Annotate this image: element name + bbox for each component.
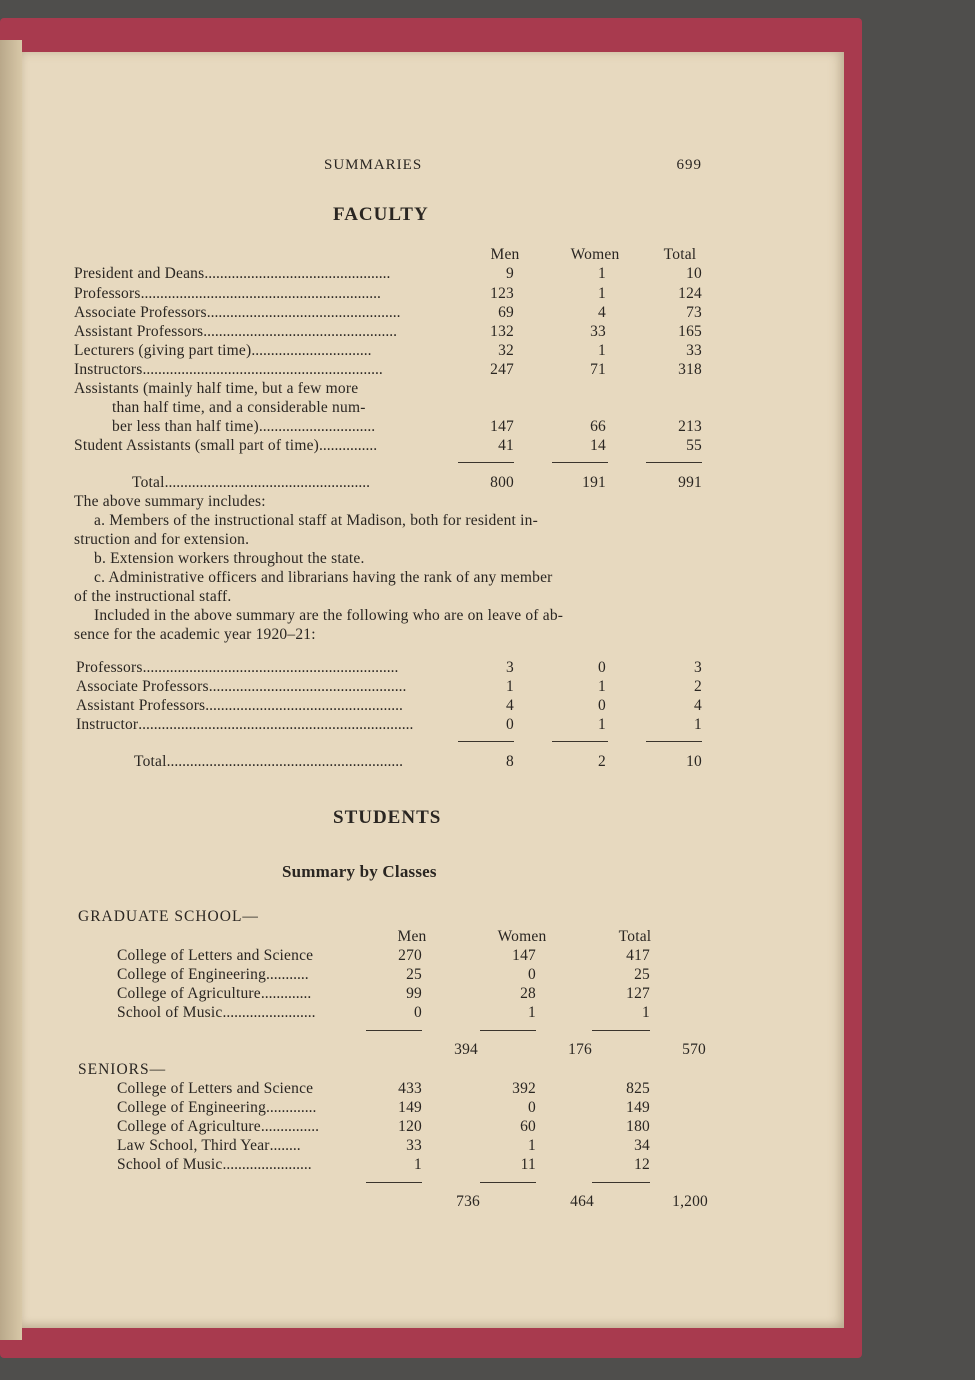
rule [366,1182,422,1183]
table-cell-women: 0 [528,966,536,983]
table-cell-total: 55 [686,437,702,454]
graduate-total-women: 176 [568,1041,592,1058]
faculty-col-total: Total [663,246,697,263]
table-row-label: Professors.................................................................. [76,659,399,676]
seniors-total-men: 736 [456,1193,480,1210]
table-cell-total: 10 [686,265,702,282]
table-cell-men: 0 [414,1004,422,1021]
rule [592,1182,650,1183]
table-cell-total: 33 [686,342,702,359]
table-cell-women: 0 [598,659,606,676]
total-total: 991 [678,474,702,491]
faculty-heading: FACULTY [333,204,429,225]
table-cell-total: 124 [678,285,702,302]
table-row-label: College of Agriculture............... [117,1118,319,1135]
table-cell-total: 4 [694,697,702,714]
table-cell-women: 71 [590,361,606,378]
note-line: sence for the academic year 1920–21: [74,626,316,643]
table-row-label: Assistants (mainly half time, but a few more [74,380,359,397]
total-row-label: Total............................................................. [134,753,404,770]
rule [592,1030,650,1031]
note-line: Included in the above summary are the following who are on leave of ab- [94,607,564,624]
table-row-label: College of Letters and Science [117,947,314,964]
graduate-total-total: 570 [682,1041,706,1058]
table-row-label: Instructors.............................................................. [74,361,383,378]
table-cell-men: 9 [506,265,514,282]
table-row-label: School of Music........................ [117,1004,316,1021]
table-cell-women: 28 [520,985,536,1002]
table-cell-total: 1 [694,716,702,733]
table-cell-total: 34 [634,1137,650,1154]
table-cell-men: 1 [506,678,514,695]
table-cell-women: 1 [528,1004,536,1021]
table-cell-men: 32 [498,342,514,359]
table-cell-men: 149 [398,1099,422,1116]
faculty-col-women: Women [570,246,620,263]
table-cell-total: 213 [678,418,702,435]
table-cell-men: 69 [498,304,514,321]
note-line: b. Extension workers throughout the state. [94,550,365,567]
table-cell-men: 147 [490,418,514,435]
page-number: 699 [676,157,702,173]
table-cell-men: 0 [506,716,514,733]
running-header: SUMMARIES [324,157,423,173]
table-cell-women: 0 [598,697,606,714]
table-row-label: President and Deans................................................ [74,265,391,282]
table-row-label: Associate Professors................................................... [76,678,407,695]
note-line: struction and for extension. [74,531,250,548]
table-cell-men: 33 [406,1137,422,1154]
total-men: 8 [506,753,514,770]
students-col-total: Total [618,928,652,945]
table-row-label: than half time, and a considerable num- [112,399,366,416]
note-line: of the instructional staff. [74,588,232,605]
faculty-col-men: Men [490,246,520,263]
table-row-label: Student Assistants (small part of time)............... [74,437,378,454]
table-cell-total: 127 [626,985,650,1002]
table-cell-total: 73 [686,304,702,321]
rule [646,741,702,742]
table-cell-total: 1 [642,1004,650,1021]
students-subheading: Summary by Classes [282,862,437,881]
rule [552,462,608,463]
table-cell-men: 99 [406,985,422,1002]
total-women: 191 [582,474,606,491]
table-cell-women: 1 [598,285,606,302]
table-cell-total: 2 [694,678,702,695]
students-col-men: Men [397,928,427,945]
table-cell-women: 1 [598,342,606,359]
table-cell-women: 11 [520,1156,536,1173]
seniors-total-women: 464 [570,1193,594,1210]
table-cell-women: 147 [512,947,536,964]
table-cell-women: 1 [598,716,606,733]
rule [480,1030,536,1031]
table-row-label: College of Engineering............. [117,1099,317,1116]
total-row-label: Total..................................................... [132,474,371,491]
total-women: 2 [598,753,606,770]
table-cell-total: 3 [694,659,702,676]
table-cell-men: 270 [398,947,422,964]
note-line: a. Members of the instructional staff at Madison, both for resident in- [94,512,538,529]
table-row-label: Associate Professors.................................................. [74,304,401,321]
table-row-label: College of Agriculture............. [117,985,312,1002]
book-spine [0,40,22,1340]
table-cell-men: 132 [490,323,514,340]
table-row-label: Lecturers (giving part time)............................... [74,342,372,359]
note-line: The above summary includes: [74,493,266,510]
table-cell-men: 3 [506,659,514,676]
seniors-total-total: 1,200 [672,1193,708,1210]
graduate-total-men: 394 [454,1041,478,1058]
table-cell-women: 0 [528,1099,536,1116]
table-row-label: Law School, Third Year........ [117,1137,301,1154]
table-cell-total: 417 [626,947,650,964]
table-cell-men: 25 [406,966,422,983]
total-total: 10 [686,753,702,770]
rule [366,1030,422,1031]
table-row-label: ber less than half time).............................. [112,418,376,435]
table-cell-men: 247 [490,361,514,378]
table-cell-women: 1 [598,265,606,282]
table-row-label: Professors.............................................................. [74,285,381,302]
table-cell-men: 433 [398,1080,422,1097]
table-cell-total: 825 [626,1080,650,1097]
table-cell-total: 165 [678,323,702,340]
table-cell-women: 14 [590,437,606,454]
table-cell-total: 318 [678,361,702,378]
table-cell-men: 41 [498,437,514,454]
note-line: c. Administrative officers and librarians having the rank of any member [94,569,553,586]
rule [480,1182,536,1183]
rule [458,741,514,742]
table-cell-men: 120 [398,1118,422,1135]
table-cell-men: 123 [490,285,514,302]
table-cell-men: 4 [506,697,514,714]
table-cell-women: 1 [598,678,606,695]
students-col-women: Women [497,928,547,945]
section-label: SENIORS— [78,1061,167,1078]
table-cell-men: 1 [414,1156,422,1173]
table-cell-women: 4 [598,304,606,321]
rule [458,462,514,463]
table-cell-women: 392 [512,1080,536,1097]
section-label: GRADUATE SCHOOL— [78,908,259,925]
table-row-label: Instructor....................................................................... [76,716,414,733]
table-cell-total: 180 [626,1118,650,1135]
total-men: 800 [490,474,514,491]
table-row-label: Assistant Professors................................................... [76,697,403,714]
rule [646,462,702,463]
table-row-label: College of Engineering........... [117,966,309,983]
table-cell-total: 149 [626,1099,650,1116]
students-heading: STUDENTS [333,807,442,828]
rule [552,741,608,742]
table-cell-women: 33 [590,323,606,340]
table-cell-women: 66 [590,418,606,435]
table-row-label: College of Letters and Science [117,1080,314,1097]
table-cell-total: 25 [634,966,650,983]
table-row-label: School of Music....................... [117,1156,312,1173]
table-cell-women: 1 [528,1137,536,1154]
table-cell-total: 12 [634,1156,650,1173]
table-row-label: Assistant Professors.................................................. [74,323,398,340]
table-cell-women: 60 [520,1118,536,1135]
